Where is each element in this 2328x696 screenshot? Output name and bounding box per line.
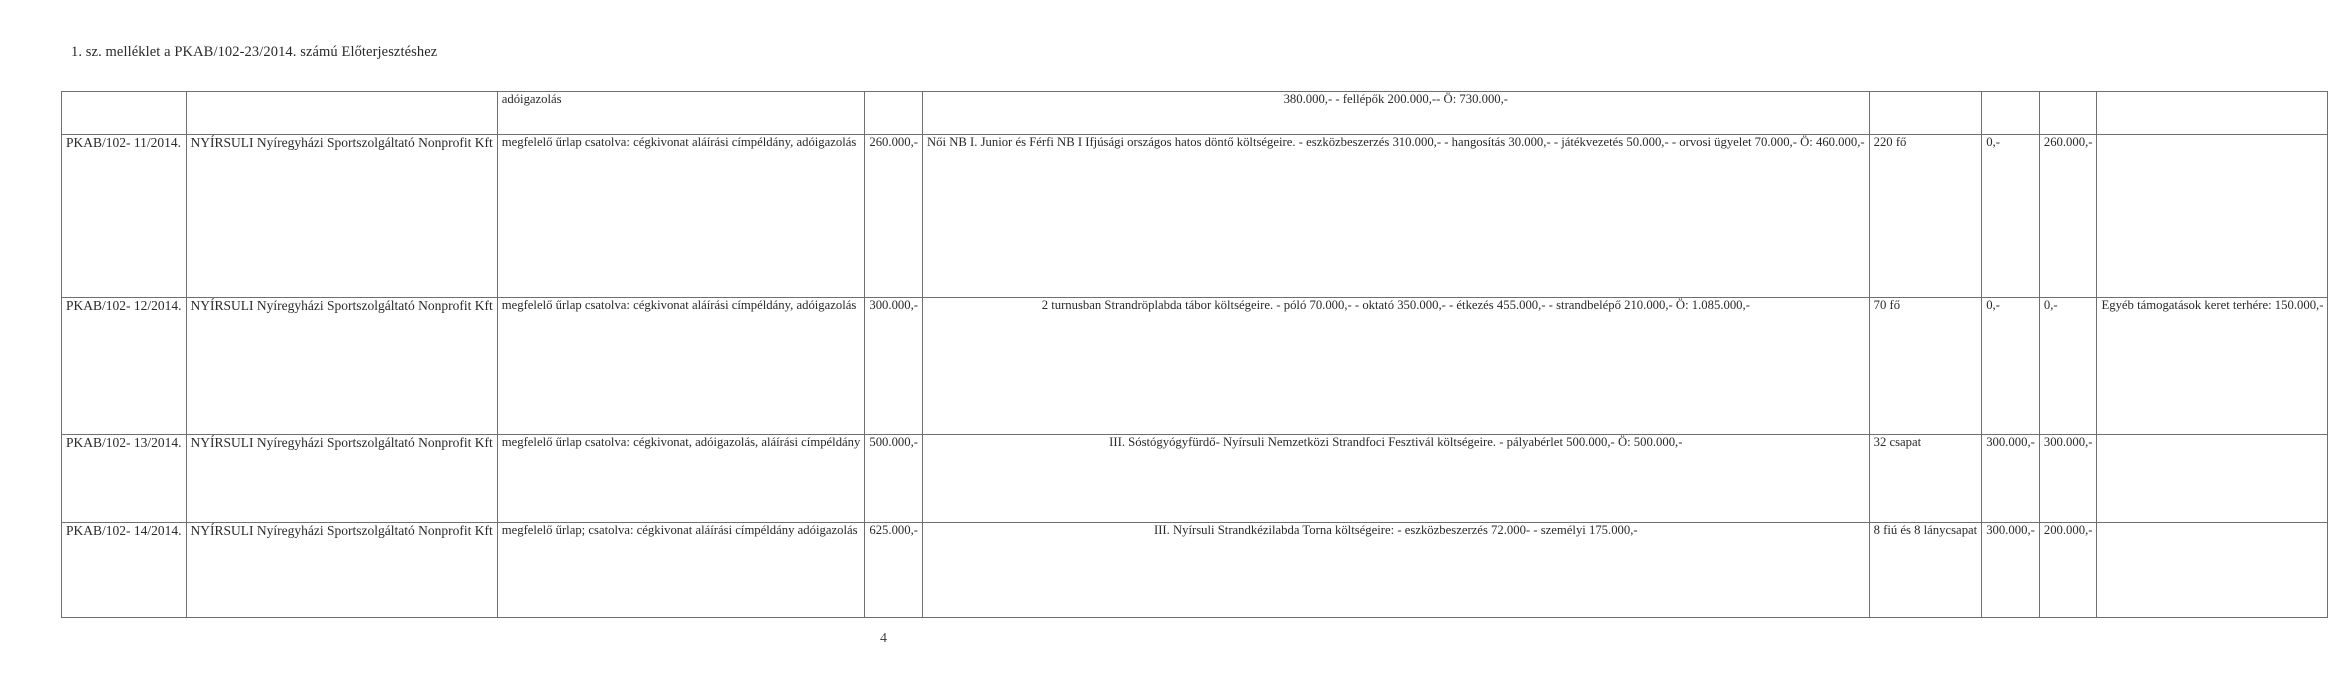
case-id-cell: PKAB/102- 12/2014. (62, 298, 187, 435)
documents-cell: megfelelő űrlap csatolva: cégkivonat aláírási címpéldány, adóigazolás (497, 135, 865, 298)
requested-cell: 300.000,- (1982, 435, 2040, 523)
table-row (62, 92, 2328, 135)
granted-cell: 0,- (2039, 298, 2097, 435)
comment-cell (2097, 135, 2328, 298)
purpose-text: 2 turnusban Strandröplabda tábor költségeire. - póló 70.000,- - oktató 350.000,- - étkezés 455.000,- - strandbelépő 210.000,- Ö: 1.085.000,- (1041, 298, 1750, 312)
amount-cell: 625.000,- (865, 523, 923, 618)
organization-cell: NYÍRSULI Nyíregyházi Sportszolgáltató Nonprofit Kft (186, 298, 497, 435)
purpose-cell (923, 298, 1870, 435)
organization-cell: NYÍRSULI Nyíregyházi Sportszolgáltató Nonprofit Kft (186, 135, 497, 298)
document-heading: 1. sz. melléklet a PKAB/102-23/2014. számú Előterjesztéshez (71, 44, 438, 60)
purpose-cell (923, 523, 1870, 618)
amount-cell: 300.000,- (865, 298, 923, 435)
granted-cell: 260.000,- (2039, 135, 2097, 298)
amount-cell: 260.000,- (865, 135, 923, 298)
case-id-cell: PKAB/102- 11/2014. (62, 135, 187, 298)
grant-table (61, 91, 2328, 618)
table-row (62, 298, 2328, 435)
organization-cell (186, 92, 497, 135)
participants-cell: 32 csapat (1869, 435, 1982, 523)
purpose-text: 380.000,- - fellépők 200.000,-- Ö: 730.000,- (1283, 92, 1509, 106)
purpose-cell (923, 135, 1870, 298)
organization-cell: NYÍRSULI Nyíregyházi Sportszolgáltató Nonprofit Kft (186, 435, 497, 523)
purpose-text: III. Nyírsuli Strandkézilabda Torna költségeire: - eszközbeszerzés 72.000- - személyi 175.000,- (1153, 523, 1638, 537)
page-number: 4 (880, 631, 887, 646)
case-id-cell: PKAB/102- 13/2014. (62, 435, 187, 523)
purpose-text: Női NB I. Junior és Férfi NB I Ifjúsági országos hatos döntő költségeire. - eszközbeszerzés 310.000,- - hangosítás 30.000,- - játékvezetés 50.000,- - orvosi ügyelet 70.000,- Ö: 460.000,- (927, 135, 1865, 149)
granted-cell (2039, 92, 2097, 135)
amount-cell (865, 92, 923, 135)
participants-cell: 220 fő (1869, 135, 1982, 298)
case-id-cell (62, 92, 187, 135)
requested-cell: 0,- (1982, 135, 2040, 298)
requested-cell (1982, 92, 2040, 135)
table-row (62, 435, 2328, 523)
granted-cell: 200.000,- (2039, 523, 2097, 618)
comment-cell (2097, 435, 2328, 523)
documents-cell: adóigazolás (497, 92, 865, 135)
purpose-text: III. Sóstógyógyfürdő- Nyírsuli Nemzetközi Strandfoci Fesztivál költségeire. - pályabérlet 500.000,- Ö: 500.000,- (1109, 435, 1683, 449)
purpose-cell (923, 435, 1870, 523)
requested-cell: 300.000,- (1982, 523, 2040, 618)
organization-cell: NYÍRSULI Nyíregyházi Sportszolgáltató Nonprofit Kft (186, 523, 497, 618)
participants-cell: 8 fiú és 8 lánycsapat (1869, 523, 1982, 618)
granted-cell: 300.000,- (2039, 435, 2097, 523)
amount-cell: 500.000,- (865, 435, 923, 523)
table-row (62, 523, 2328, 618)
participants-cell (1869, 92, 1982, 135)
documents-cell: megfelelő űrlap csatolva: cégkivonat aláírási címpéldány, adóigazolás (497, 298, 865, 435)
comment-cell (2097, 92, 2328, 135)
purpose-cell (923, 92, 1870, 135)
table-row (62, 135, 2328, 298)
comment-cell: Egyéb támogatások keret terhére: 150.000,- (2097, 298, 2328, 435)
comment-cell (2097, 523, 2328, 618)
participants-cell: 70 fő (1869, 298, 1982, 435)
requested-cell: 0,- (1982, 298, 2040, 435)
case-id-cell: PKAB/102- 14/2014. (62, 523, 187, 618)
documents-cell: megfelelő űrlap csatolva: cégkivonat, adóigazolás, aláírási címpéldány (497, 435, 865, 523)
documents-cell: megfelelő űrlap; csatolva: cégkivonat aláírási címpéldány adóigazolás (497, 523, 865, 618)
